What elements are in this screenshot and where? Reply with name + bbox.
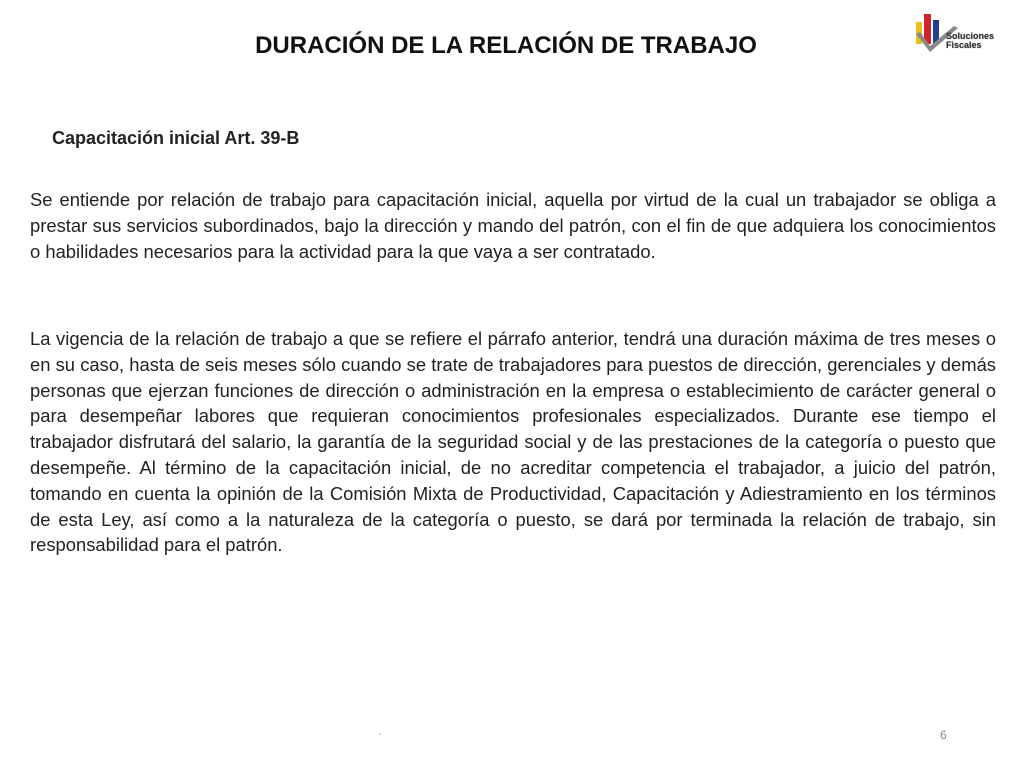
logo-text-line1: Soluciones bbox=[946, 31, 995, 41]
footer-text: . bbox=[378, 724, 382, 738]
paragraph-duration: La vigencia de la relación de trabajo a que se refiere el párrafo anterior, tendrá una duración máxima de tres meses o en su caso, hasta de seis meses sólo cuando se trate de trabajadores para puestos de dirección, gerenciales y demás personas que ejerzan funciones de dirección o administración en la empresa o establecimiento de carácter general o para desempeñar labores que requieran conocimientos profesionales especializados. Durante ese tiempo el trabajador disfrutará del salario, la garantía de la seguridad social y de las prestaciones de la categoría o puesto que desempeñe. Al término de la capacitación inicial, de no acreditar competencia el trabajador, a juicio del patrón, tomando en cuenta la opinión de la Comisión Mixta de Productividad, Capacitación y Adiestramiento en los términos de esta Ley, así como a la naturaleza de la categoría o puesto, se dará por terminada la relación de trabajo, sin responsabilidad para el patrón. bbox=[30, 328, 996, 556]
slide-title: DURACIÓN DE LA RELACIÓN DE TRABAJO bbox=[255, 32, 757, 59]
paragraph-definition: Se entiende por relación de trabajo para capacitación inicial, aquella por virtud de la cual un trabajador se obliga a prestar sus servicios subordinados, bajo la dirección y mando del patrón, con el fin de que adquiera los conocimientos o habilidades necesarios para la actividad para la que vaya a ser contratado. bbox=[30, 189, 996, 262]
slide-subtitle: Capacitación inicial Art. 39-B bbox=[52, 128, 300, 148]
page-number: 6 bbox=[940, 728, 947, 742]
logo-text-line2: Fiscales bbox=[946, 40, 982, 50]
